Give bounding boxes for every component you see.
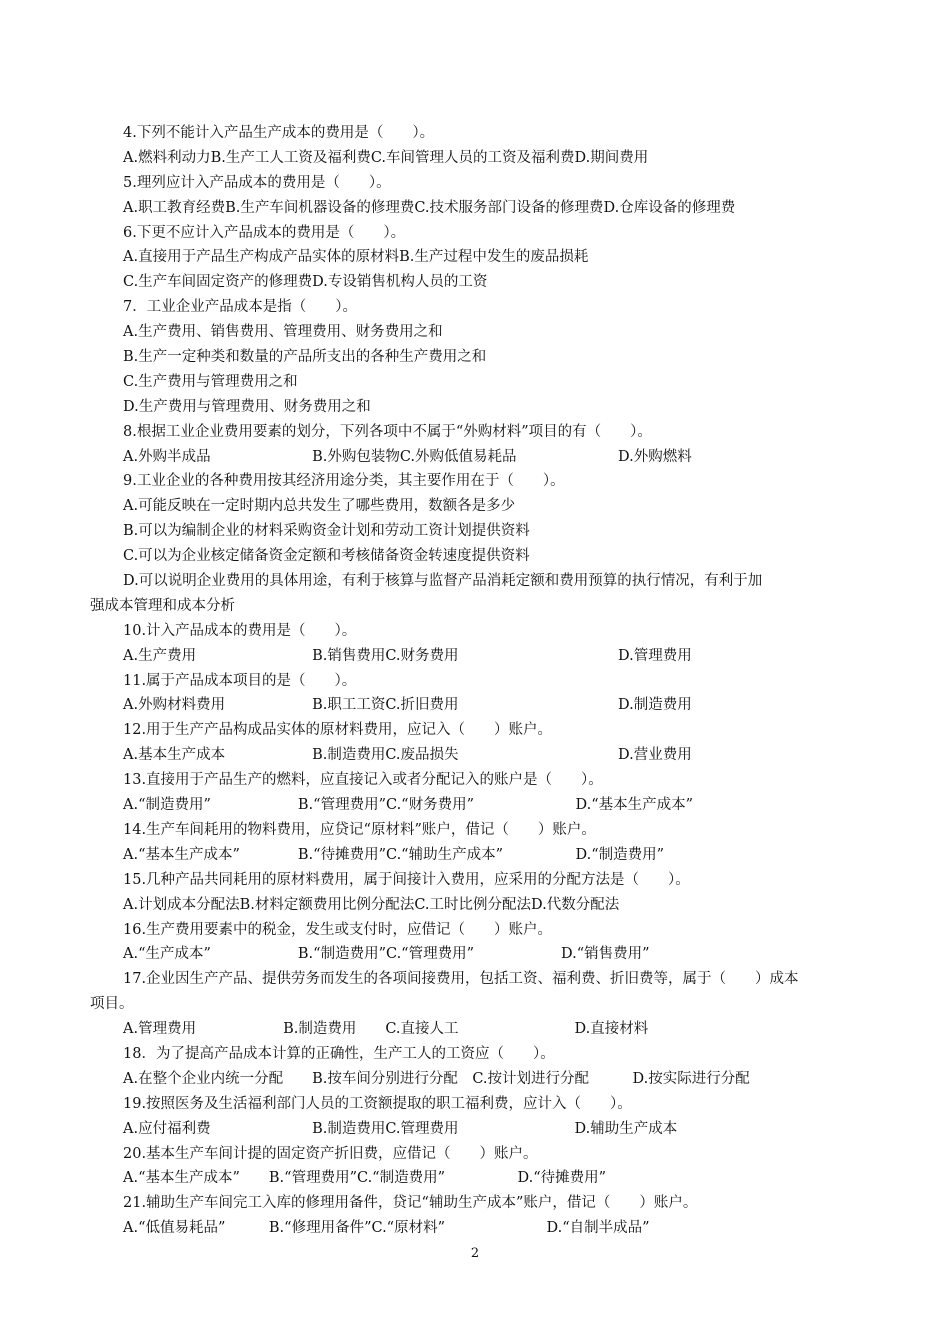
option-text: B.生产一定种类和数量的产品所支出的各种生产费用之和 <box>123 349 487 366</box>
option-text: A.生产费用 B.销售费用C.财务费用 D.管理费用 <box>123 647 692 664</box>
option-text: A.基本生产成本 B.制造费用C.废品损失 D.营业费用 <box>123 747 692 764</box>
option-text: A.燃料利动力B.生产工人工资及福利费C.车间管理人员的工资及福利费D.期间费用 <box>123 149 649 166</box>
page-number: 2 <box>470 1246 480 1261</box>
question-text: 6.下更不应计入产品成本的费用是（ ）。 <box>123 224 406 241</box>
option-text: A.直接用于产品生产构成产品实体的原材料B.生产过程中发生的废品损耗 <box>123 249 589 266</box>
question-text: 16.生产费用要素中的税金，发生或支付时，应借记（ ）账户。 <box>123 921 553 938</box>
continuation-text: 项目。 <box>90 996 134 1013</box>
option-text: A.“基本生产成本” B.“管理费用”C.“制造费用” D.“待摊费用” <box>123 1170 607 1187</box>
question-text: 12.用于生产产品构成品实体的原材料费用，应记入（ ）账户。 <box>123 722 553 739</box>
option-text: A.在整个企业内统一分配 B.按车间分别进行分配 C.按计划进行分配 D.按实际进行分配 <box>123 1070 750 1087</box>
option-text: A.“制造费用” B.“管理费用”C.“财务费用” D.“基本生产成本” <box>123 797 694 814</box>
question-text: 15.几种产品共同耗用的原材料费用，属于间接计入费用，应采用的分配方法是（ ）。 <box>123 871 690 888</box>
question-text: 11.属于产品成本项目的是（ ）。 <box>123 672 357 689</box>
question-text: 7．工业企业产品成本是指（ ）。 <box>123 299 357 316</box>
question-text: 9.工业企业的各种费用按其经济用途分类，其主要作用在于（ ）。 <box>123 473 565 490</box>
option-text: A.计划成本分配法B.材料定额费用比例分配法C.工时比例分配法D.代数分配法 <box>123 896 620 913</box>
question-text: 8.根据工业企业费用要素的划分，下列各项中不属于“外购材料”项目的有（ ）。 <box>123 423 652 440</box>
option-text: A.职工教育经费B.生产车间机器设备的修理费C.技术服务部门设备的修理费D.仓库设备的修理费 <box>123 199 736 216</box>
question-text: 18．为了提高产品成本计算的正确性，生产工人的工资应（ ）。 <box>123 1045 555 1062</box>
question-text: 17.企业因生产产品、提供劳务而发生的各项间接费用，包括工资、福利费、折旧费等，属于（ ）成本 <box>123 971 799 988</box>
option-text: A.可能反映在一定时期内总共发生了哪些费用，数额各是多少 <box>123 498 516 515</box>
option-text: A.外购半成品 B.外购包装物C.外购低值易耗品 D.外购燃料 <box>123 448 692 465</box>
option-text: A.“低值易耗品” B.“修理用备件”C.“原材料” D.“自制半成品” <box>123 1220 650 1237</box>
continuation-text: 强成本管理和成本分析 <box>90 597 235 614</box>
option-text: D.可以说明企业费用的具体用途，有利于核算与监督产品消耗定额和费用预算的执行情况，有利于加 <box>123 573 763 590</box>
question-text: 5.理列应计入产品成本的费用是（ ）。 <box>123 174 391 191</box>
question-text: 14.生产车间耗用的物料费用，应贷记“原材料”账户，借记（ ）账户。 <box>123 821 596 838</box>
option-text: A.生产费用、销售费用、管理费用、财务费用之和 <box>123 324 443 341</box>
question-text: 21.辅助生产车间完工入库的修理用备件，贷记“辅助生产成本”账户，借记（ ）账户。 <box>123 1195 698 1212</box>
option-text: C.生产车间固定资产的修理费D.专设销售机构人员的工资 <box>123 274 488 291</box>
question-text: 19.按照医务及生活福利部门人员的工资额提取的职工福利费，应计入（ ）。 <box>123 1095 632 1112</box>
question-text: 20.基本生产车间计提的固定资产折旧费，应借记（ ）账户。 <box>123 1145 538 1162</box>
question-text: 13.直接用于产品生产的燃料，应直接记入或者分配记入的账户是（ ）。 <box>123 772 603 789</box>
option-text: B.可以为编制企业的材料采购资金计划和劳动工资计划提供资料 <box>123 523 530 540</box>
question-text: 4.下列不能计入产品生产成本的费用是（ ）。 <box>123 125 435 141</box>
question-text: 10.计入产品成本的费用是（ ）。 <box>123 622 357 639</box>
option-text: A.“基本生产成本” B.“待摊费用”C.“辅助生产成本” D.“制造费用” <box>123 846 665 863</box>
option-text: C.生产费用与管理费用之和 <box>123 373 298 390</box>
question-list <box>90 121 865 1241</box>
option-text: A.应付福利费 B.制造费用C.管理费用 D.辅助生产成本 <box>123 1120 678 1137</box>
option-text: C.可以为企业核定储备资金定额和考核储备资金转速度提供资料 <box>123 548 530 565</box>
option-text: D.生产费用与管理费用、财务费用之和 <box>123 398 371 415</box>
option-text: A.“生产成本” B.“制造费用”C.“管理费用” D.“销售费用” <box>123 946 650 963</box>
option-text: A.外购材料费用 B.职工工资C.折旧费用 D.制造费用 <box>123 697 692 714</box>
option-text: A.管理费用 B.制造费用 C.直接人工 D.直接材料 <box>123 1021 649 1038</box>
